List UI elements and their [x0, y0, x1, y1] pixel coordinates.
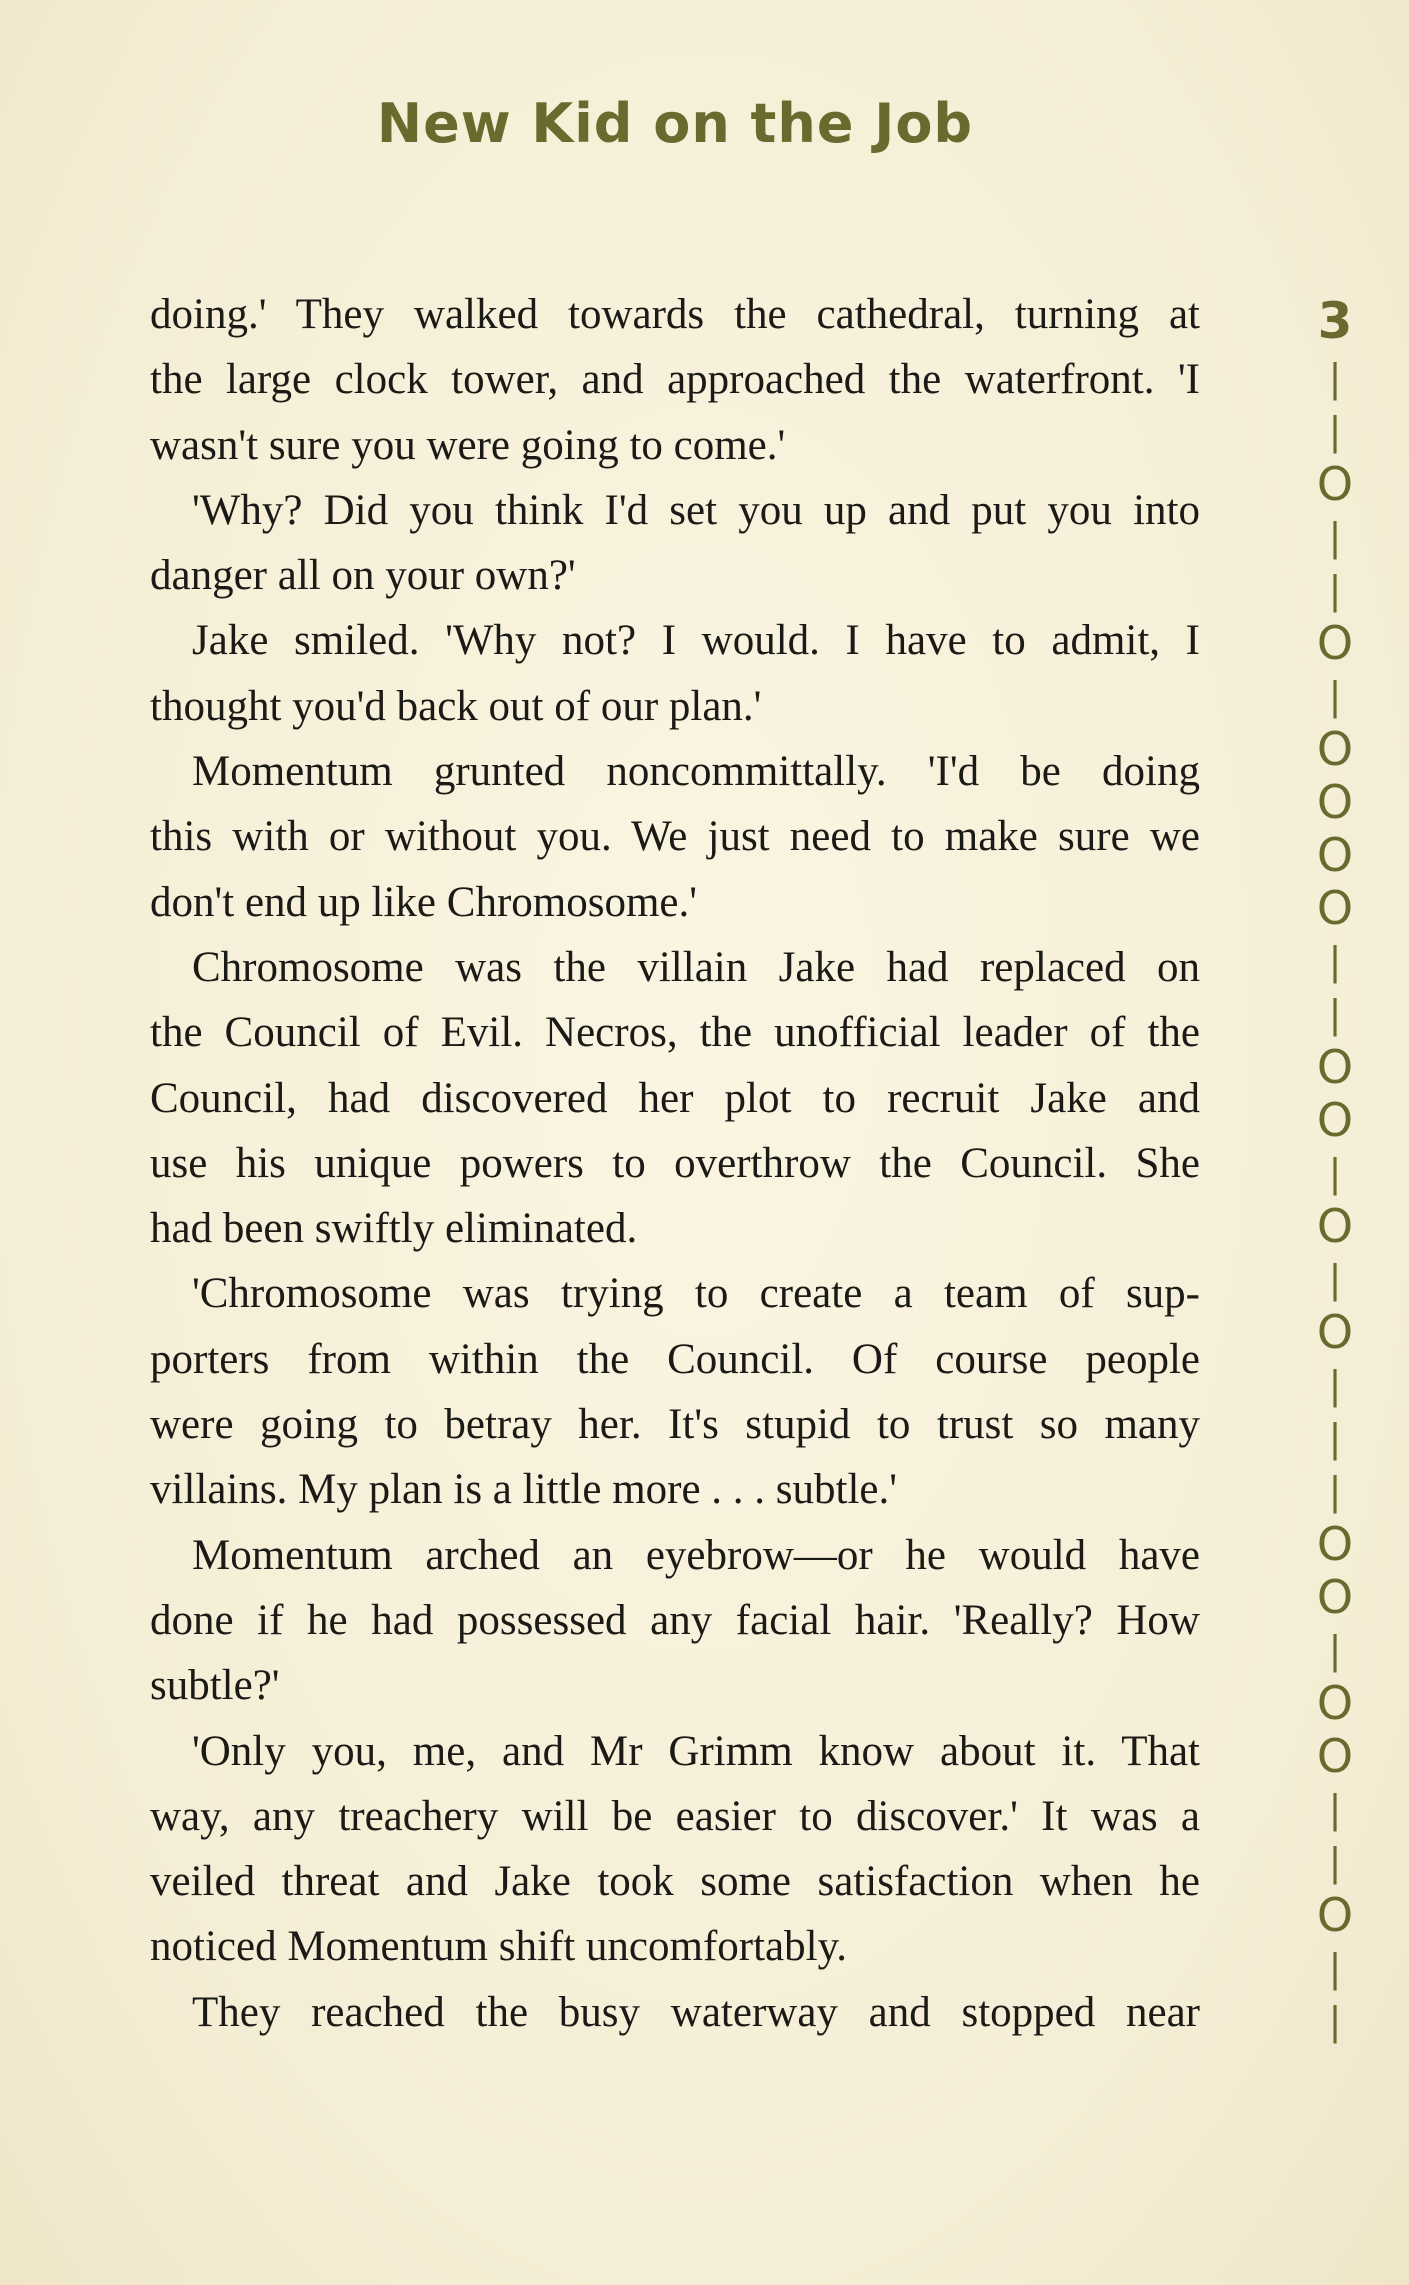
text-line: porters from within the Council. Of course people	[150, 1335, 1200, 1383]
binary-one-glyph: |	[1328, 1363, 1342, 1407]
text-line: the large clock tower, and approached the waterfront. 'I	[150, 356, 1200, 404]
binary-zero-glyph: O	[1316, 775, 1354, 829]
binary-zero-glyph: O	[1316, 1729, 1354, 1783]
binary-one-glyph: |	[1328, 992, 1342, 1036]
binary-zero-glyph: O	[1316, 828, 1354, 882]
binary-zero-glyph: O	[1316, 1517, 1354, 1571]
binary-zero-glyph: O	[1316, 1199, 1354, 1253]
text-line: Momentum arched an eyebrow—or he would have	[192, 1531, 1200, 1579]
binary-zero-glyph: O	[1316, 1305, 1354, 1359]
body-text	[150, 282, 1200, 2045]
binary-one-glyph: |	[1328, 356, 1342, 400]
binary-one-glyph: |	[1328, 1257, 1342, 1301]
text-line: Chromosome was the villain Jake had replaced on	[192, 943, 1200, 991]
text-line: subtle?'	[150, 1662, 280, 1710]
binary-one-glyph: |	[1328, 1946, 1342, 1990]
text-line: Council, had discovered her plot to recruit Jake and	[150, 1074, 1200, 1122]
text-line: doing.' They walked towards the cathedral, turning at	[150, 291, 1200, 338]
binary-zero-glyph: O	[1316, 1676, 1354, 1730]
text-line: the Council of Evil. Necros, the unofficial leader of the	[150, 1009, 1200, 1057]
binary-zero-glyph: O	[1316, 1040, 1354, 1094]
text-line: veiled threat and Jake took some satisfaction when he	[150, 1858, 1200, 1906]
text-line: use his unique powers to overthrow the Council. She	[150, 1139, 1200, 1187]
binary-zero-glyph: O	[1316, 1888, 1354, 1942]
binary-one-glyph: |	[1328, 939, 1342, 983]
binary-zero-glyph: O	[1316, 722, 1354, 776]
text-line: villains. My plan is a little more . . . subtle.'	[150, 1466, 898, 1514]
text-line: done if he had possessed any facial hair. 'Really? How	[150, 1596, 1200, 1644]
binary-one-glyph: |	[1328, 1840, 1342, 1884]
text-line: way, any treachery will be easier to discover.' It was a	[150, 1792, 1200, 1840]
text-line: wasn't sure you were going to come.'	[150, 421, 786, 469]
page-number: 3	[1317, 292, 1353, 350]
text-line: 'Why? Did you think I'd set you up and put you into	[192, 486, 1200, 534]
binary-one-glyph: |	[1328, 1469, 1342, 1513]
binary-zero-glyph: O	[1316, 457, 1354, 511]
text-line: were going to betray her. It's stupid to trust so many	[150, 1401, 1200, 1449]
binary-one-glyph: |	[1328, 515, 1342, 559]
text-line: this with or without you. We just need to make sure we	[150, 813, 1200, 861]
text-line: Jake smiled. 'Why not? I would. I have to admit, I	[192, 617, 1200, 665]
text-line: noticed Momentum shift uncomfortably.	[150, 1923, 848, 1971]
binary-zero-glyph: O	[1316, 1570, 1354, 1624]
binary-one-glyph: |	[1328, 1151, 1342, 1195]
binary-one-glyph: |	[1328, 1416, 1342, 1460]
binary-one-glyph: |	[1328, 568, 1342, 612]
text-line: don't end up like Chromosome.'	[150, 878, 697, 926]
binary-one-glyph: |	[1328, 1787, 1342, 1831]
text-line: Momentum grunted noncommittally. 'I'd be doing	[192, 748, 1200, 796]
binary-margin-column	[1300, 290, 1370, 2048]
text-line: 'Only you, me, and Mr Grimm know about it. That	[192, 1727, 1200, 1775]
text-line: 'Chromosome was trying to create a team of sup-	[192, 1270, 1200, 1318]
text-line: had been swiftly eliminated.	[150, 1205, 638, 1253]
text-line: thought you'd back out of our plan.'	[150, 682, 762, 730]
binary-one-glyph: |	[1328, 1628, 1342, 1672]
text-line: danger all on your own?'	[150, 552, 576, 600]
binary-one-glyph: |	[1328, 1999, 1342, 2043]
running-title: New Kid on the Job	[376, 92, 974, 155]
binary-one-glyph: |	[1328, 674, 1342, 718]
binary-zero-glyph: O	[1316, 616, 1354, 670]
binary-one-glyph: |	[1328, 409, 1342, 453]
text-line: They reached the busy waterway and stopped near	[192, 1988, 1200, 2036]
binary-zero-glyph: O	[1316, 881, 1354, 935]
binary-zero-glyph: O	[1316, 1093, 1354, 1147]
